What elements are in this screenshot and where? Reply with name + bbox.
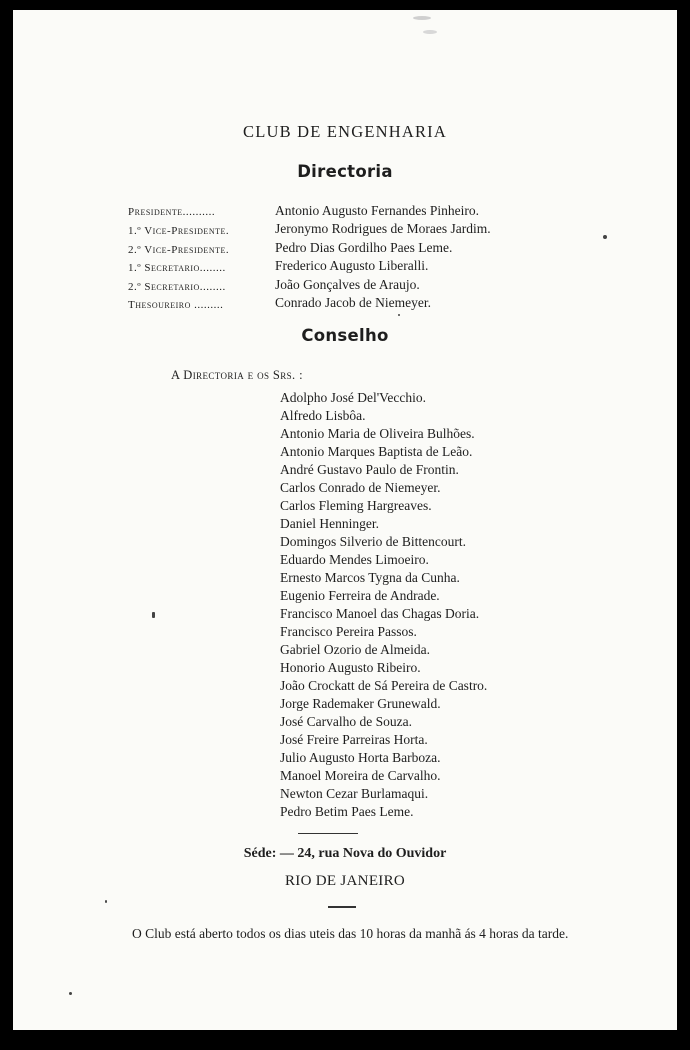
member-name: Julio Augusto Horta Barboza. bbox=[280, 750, 441, 765]
headquarters-address: Séde: — 24, rua Nova do Ouvidor bbox=[243, 846, 447, 861]
print-speck bbox=[69, 992, 72, 995]
print-speck bbox=[603, 235, 607, 239]
member-name: Eduardo Mendes Limoeiro. bbox=[280, 552, 429, 567]
member-name: Newton Cezar Burlamaqui. bbox=[280, 786, 429, 801]
member-name: Antonio Marques Baptista de Leão. bbox=[280, 444, 473, 459]
officer-name: Jeronymo Rodrigues de Moraes Jardim. bbox=[275, 221, 491, 236]
member-name: João Crockatt de Sá Pereira de Castro. bbox=[280, 678, 488, 693]
officer-role: 1.º Secretario........ bbox=[128, 262, 226, 274]
officer-role: Presidente.......... bbox=[128, 206, 216, 218]
officer-name: João Gonçalves de Araujo. bbox=[275, 277, 420, 292]
print-speck bbox=[105, 900, 107, 903]
city-name: RIO DE JANEIRO bbox=[284, 873, 406, 889]
member-name: Ernesto Marcos Tygna da Cunha. bbox=[280, 570, 460, 585]
member-name: Adolpho José Del'Vecchio. bbox=[280, 390, 427, 405]
document-page bbox=[13, 10, 677, 1030]
divider-ornament bbox=[328, 906, 356, 908]
member-name: Honorio Augusto Ribeiro. bbox=[280, 660, 421, 675]
divider-rule bbox=[298, 833, 358, 834]
officer-name: Frederico Augusto Liberalli. bbox=[275, 258, 429, 273]
member-name: Alfredo Lisbôa. bbox=[280, 408, 366, 423]
member-name: Francisco Pereira Passos. bbox=[280, 624, 417, 639]
member-name: José Carvalho de Souza. bbox=[280, 714, 412, 729]
print-speck bbox=[423, 30, 437, 34]
officer-role: Thesoureiro ......... bbox=[128, 299, 224, 311]
officer-role: 1.º Vice-Presidente. bbox=[128, 225, 230, 237]
member-name: Eugenio Ferreira de Andrade. bbox=[280, 588, 440, 603]
member-name: André Gustavo Paulo de Frontin. bbox=[280, 462, 459, 477]
member-name: Daniel Henninger. bbox=[280, 516, 379, 531]
officer-role: 2.º Vice-Presidente. bbox=[128, 244, 230, 256]
officer-name: Pedro Dias Gordilho Paes Leme. bbox=[275, 240, 453, 255]
conselho-intro: A Directoria e os Srs. : bbox=[171, 368, 303, 382]
member-name: José Freire Parreiras Horta. bbox=[280, 732, 428, 747]
opening-hours-note: O Club está aberto todos os dias uteis das 10 horas da manhã ás 4 horas da tarde. bbox=[132, 926, 569, 941]
member-name: Carlos Fleming Hargreaves. bbox=[280, 498, 432, 513]
print-speck bbox=[398, 314, 400, 316]
member-name: Jorge Rademaker Grunewald. bbox=[280, 696, 441, 711]
conselho-heading: Conselho bbox=[301, 326, 389, 345]
officer-name: Antonio Augusto Fernandes Pinheiro. bbox=[275, 203, 479, 218]
directoria-heading: Directoria bbox=[297, 162, 393, 181]
member-name: Francisco Manoel das Chagas Doria. bbox=[280, 606, 480, 621]
document-title: CLUB DE ENGENHARIA bbox=[242, 122, 447, 141]
member-name: Antonio Maria de Oliveira Bulhões. bbox=[280, 426, 475, 441]
member-name: Manoel Moreira de Carvalho. bbox=[280, 768, 441, 783]
officer-name: Conrado Jacob de Niemeyer. bbox=[275, 295, 431, 310]
officer-role: 2.º Secretario........ bbox=[128, 281, 226, 293]
member-name: Carlos Conrado de Niemeyer. bbox=[280, 480, 441, 495]
member-name: Gabriel Ozorio de Almeida. bbox=[280, 642, 430, 657]
member-name: Pedro Betim Paes Leme. bbox=[280, 804, 414, 819]
print-speck bbox=[413, 16, 431, 20]
member-name: Domingos Silverio de Bittencourt. bbox=[280, 534, 466, 549]
print-speck bbox=[152, 612, 155, 618]
